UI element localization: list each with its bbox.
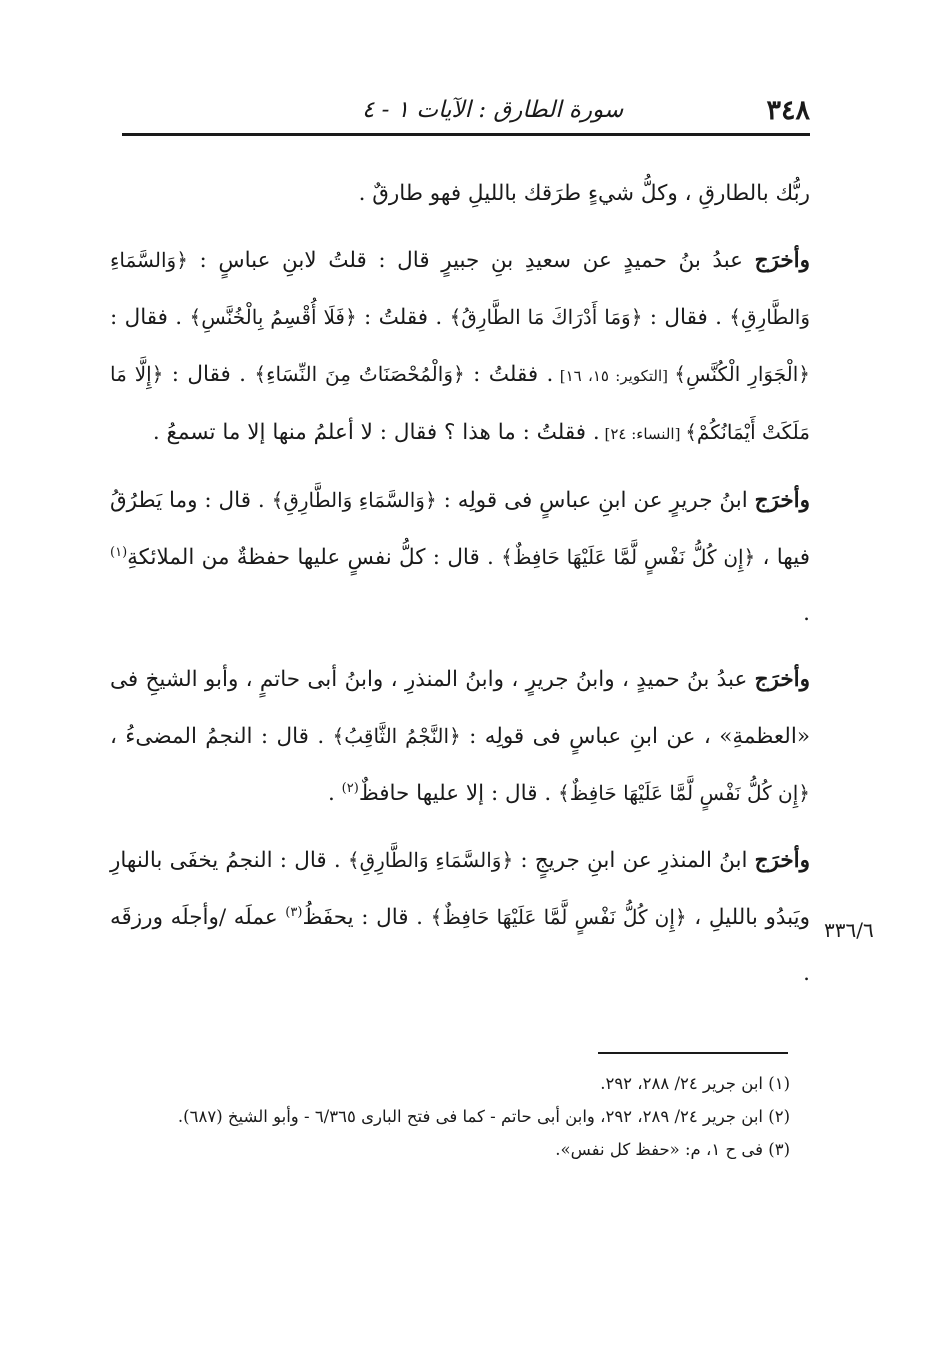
paragraph-text: . قال : النجمُ يخفَى بالنهارِ ويَبدُو بالليلِ ، (110, 848, 810, 930)
paragraph-text: . قال : كلُّ نفسٍ عليها حفظةٌ من الملائكةِ (127, 545, 502, 570)
footnote-marker[interactable]: (٢) (341, 780, 359, 796)
quran-verse: ﴿إِن كُلُّ نَفْسٍ لَّمَّا عَلَيْهَا حَافِظٌ﴾ (430, 905, 687, 929)
paragraph-text: عملَه /وأجلَه ورزقَه . (110, 905, 810, 986)
paragraph-text: . فقلتُ : ما هذا ؟ فقال : لا أعلمُ منها إلا ما تسمعُ . (152, 420, 600, 445)
paragraph-text: عبدُ بنُ حميدٍ عن سعيدِ بنِ جبيرٍ قال : قلتُ لابنِ عباسٍ : (187, 248, 755, 273)
paragraph-lead: وأخرَج (754, 248, 810, 273)
footnote-marker[interactable]: (١) (110, 544, 128, 560)
paragraph-text: . فقلتُ : (356, 305, 450, 330)
paragraph-5 (110, 832, 810, 1002)
paragraph-text: . قال : وما يَطرُقُ فيها ، (110, 488, 810, 570)
footnote-3: (٣) فى ح ١، م: «حفظ كل نفس». (555, 1140, 790, 1159)
footnote-2: (٢) ابن جرير ٢٤/ ٢٨٩، ٢٩٢، وابن أبى حاتم - كما فى فتح البارى ٦/٣٦٥ - وأبو الشيخ (٦٨٧). (177, 1107, 790, 1126)
paragraph-text: . فقال : (110, 305, 190, 330)
page-number: ٣٤٨ (766, 94, 810, 126)
paragraph-text: عبدُ بنُ حميدٍ ، وابنُ جريرٍ ، وابنُ المنذرِ ، وابنُ أبى حاتمٍ ، وأبو الشيخِ فى «العظمةِ» ، عن ابنِ عباسٍ فى قولِه : (110, 667, 810, 749)
footnote-marker[interactable]: (٣) (285, 904, 303, 920)
paragraph-text: . قال : النجمُ المضىءُ ، (110, 724, 333, 749)
paragraph-3 (110, 472, 810, 642)
quran-verse: ﴿إِن كُلُّ نَفْسٍ لَّمَّا عَلَيْهَا حَافِظٌ﴾ (501, 545, 756, 569)
paragraph-text: ابنُ المنذرِ عن ابنِ جريجٍ : (513, 848, 755, 873)
paragraph-text: . (328, 781, 342, 806)
header-rule (122, 133, 810, 136)
paragraph-text: ابنُ جريرٍ عن ابنِ عباسٍ فى قولِه : (436, 488, 755, 513)
paragraph-text: ربُّك بالطارقِ ، وكلُّ شيءٍ طرَقك بالليلِ فهو طارقٌ . (358, 181, 810, 206)
paragraph-1 (110, 166, 810, 222)
paragraph-2 (110, 232, 810, 462)
paragraph-lead: وأخرَج (754, 848, 810, 873)
paragraph-text: . قال : إلا عليها حافظٌ (358, 781, 559, 806)
quran-verse: ﴿إِلَّا مَا مَلَكَتْ أَيْمَانُكُمْ﴾ (110, 362, 810, 444)
paragraph-text: . فقال : (163, 362, 255, 387)
verse-reference: [التكوير: ١٥، ١٦] (553, 367, 675, 385)
paragraph-text: . فقلتُ : (464, 362, 554, 387)
quran-verse: ﴿النَّجْمُ الثَّاقِبُ﴾ (332, 724, 461, 748)
paragraph-lead: وأخرَج (754, 488, 810, 513)
quran-verse: ﴿إِن كُلُّ نَفْسٍ لَّمَّا عَلَيْهَا حَافِظٌ﴾ (558, 781, 810, 805)
quran-verse: ﴿وَالسَّمَاءِ وَالطَّارِقِ﴾ (110, 248, 810, 329)
running-title: سورة الطارق : الآيات ١ - ٤ (362, 97, 624, 123)
quran-verse: ﴿وَمَا أَدْرَاكَ مَا الطَّارِقُ﴾ (449, 305, 643, 329)
paragraph-4 (110, 652, 810, 822)
quran-verse: ﴿وَالْمُحْصَنَاتُ مِنَ النِّسَاءِ﴾ (254, 362, 465, 386)
paragraph-text: . (803, 601, 810, 626)
quran-verse: ﴿الْجَوَارِ الْكُنَّسِ﴾ (674, 362, 810, 386)
footnotes (110, 1068, 790, 1167)
page-header (122, 92, 810, 128)
margin-volume-page-reference: ٣٣٦/٦ (824, 918, 874, 942)
paragraph-text: . قال : يحفَظُ (302, 905, 431, 930)
verse-reference: [النساء: ٢٤] (599, 425, 686, 443)
quran-verse: ﴿فَلَا أُقْسِمُ بِالْخُنَّسِ﴾ (189, 305, 357, 329)
quran-verse: ﴿وَالسَّمَاءِ وَالطَّارِقِ﴾ (271, 488, 437, 512)
body-text (110, 166, 810, 1012)
footnote-separator (598, 1052, 788, 1054)
paragraph-text: . فقال : (642, 305, 730, 330)
quran-verse: ﴿وَالسَّمَاءِ وَالطَّارِقِ﴾ (347, 848, 514, 872)
footnote-1: (١) ابن جرير ٢٤/ ٢٨٨، ٢٩٢. (600, 1074, 790, 1093)
paragraph-lead: وأخرَج (754, 667, 810, 692)
